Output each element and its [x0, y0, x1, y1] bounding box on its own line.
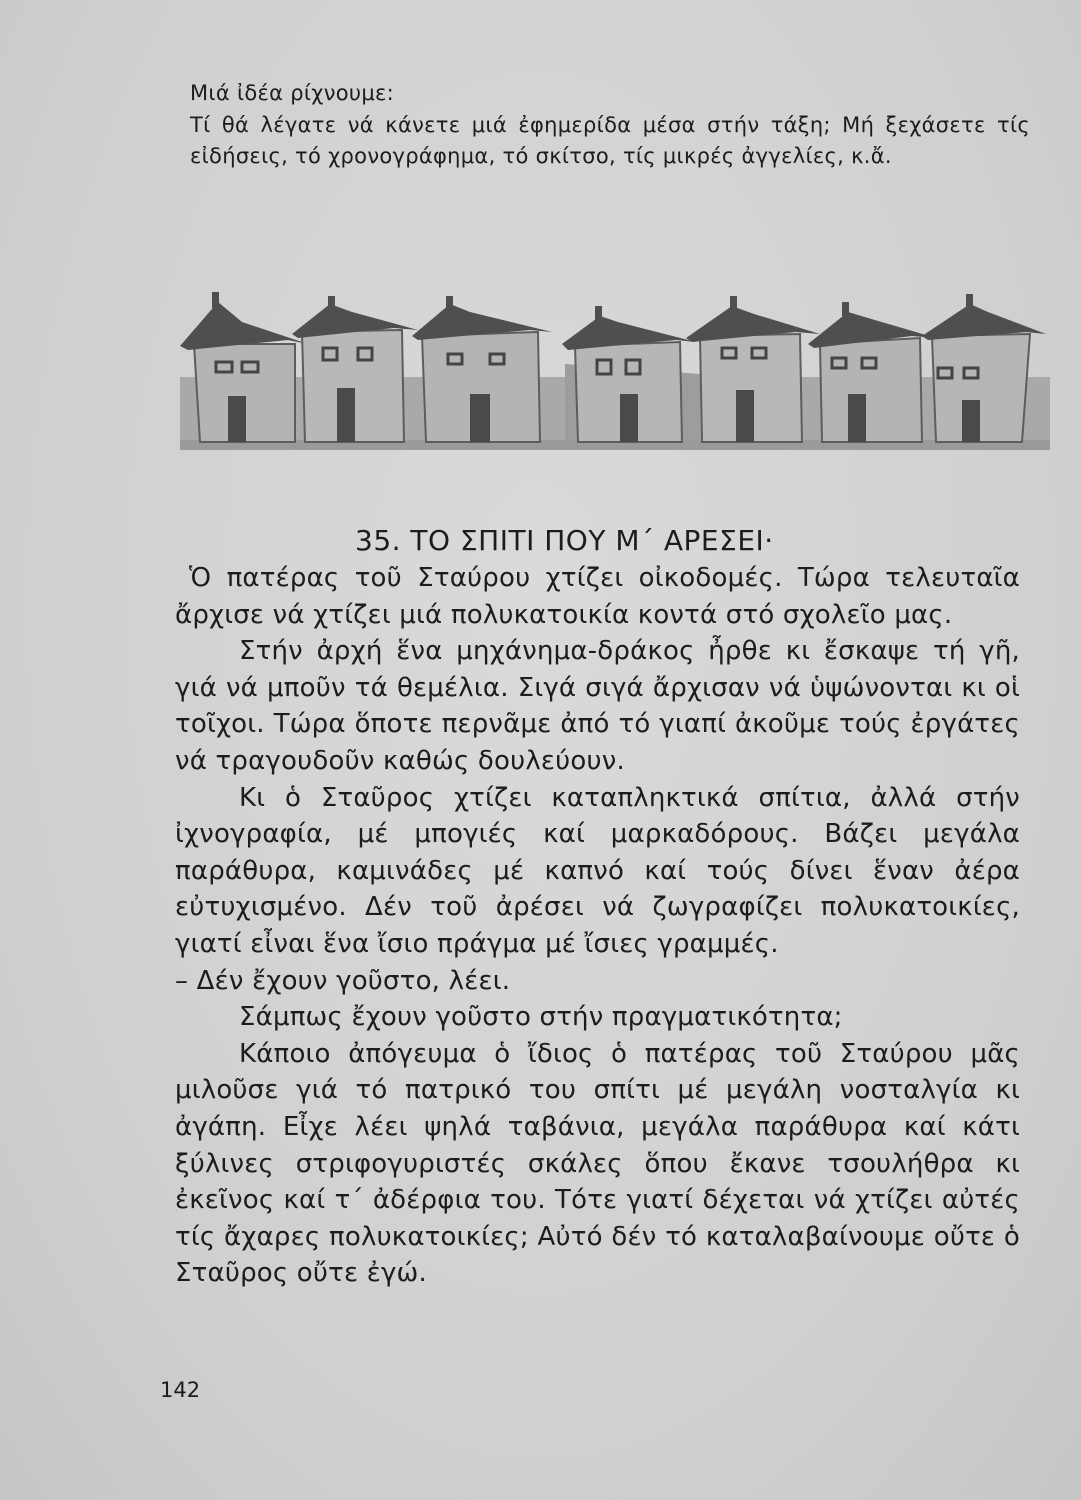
lesson-paragraph: Σάμπως ἔχουν γοῦστο στήν πραγματικότητα;: [239, 1002, 843, 1033]
house-1: [180, 292, 308, 442]
house-3: [412, 296, 552, 442]
house-2: [292, 296, 418, 442]
house-4: [562, 306, 696, 442]
lesson-quote: – Δέν ἔχουν γοῦστο, λέει.: [175, 965, 511, 996]
lesson-paragraph: Ὁ πατέρας τοῦ Σταύρου χτίζει οἰκοδομές. Τώρα τελευταῖα ἄρχισε νά χτίζει μιά πολυκατοικία κοντά στό σχολεῖο μας.: [175, 563, 1020, 630]
idea-box: [190, 78, 1030, 172]
houses-illustration: [180, 282, 1050, 450]
idea-intro: Μιά ἰδέα ρίχνουμε:: [190, 81, 395, 105]
lesson-paragraph: Κάποιο ἀπόγευμα ὁ ἴδιος ὁ πατέρας τοῦ Σταύρου μᾶς μιλοῦσε γιά τό πατρικό του σπίτι μέ μεγάλη νοσταλγία κι ἀγάπη. Εἶχε λέει ψηλά ταβάνια, μεγάλα παράθυρα καί κάτι ξύλινες στριφογυριστές σκάλες ὅπου ἔκανε τσουλήθρα κι ἐκεῖνος καί τ΄ ἀδέρφια του. Τότε γιατί δέχεται νά χτίζει αὐτές τίς ἄχαρες πολυκατοικίες; Αὐτό δέν τό καταλαβαίνουμε οὔτε ὁ Σταῦρος οὔτε ἐγώ.: [175, 1038, 1020, 1289]
house-5: [686, 296, 820, 442]
lesson-paragraph: Στήν ἀρχή ἕνα μηχάνημα-δράκος ἦρθε κι ἔσκαψε τή γῆ, γιά νά μποῦν τά θεμέλια. Σιγά σιγά ἄρχισαν νά ὑψώνονται κι οἱ τοῖχοι. Τώρα ὅποτε περνᾶμε ἀπό τό γιαπί ἀκοῦμε τούς ἐργάτες νά τραγουδοῦν καθώς δουλεύουν.: [175, 636, 1020, 776]
page-number: 142: [160, 1378, 201, 1402]
house-6: [808, 302, 936, 442]
lesson-paragraph: Κι ὁ Σταῦρος χτίζει καταπληκτικά σπίτια, ἀλλά στήν ἰχνογραφία, μέ μπογιές καί μαρκαδόρους. Βάζει μεγάλα παράθυρα, καμινάδες μέ καπνό καί τούς δίνει ἕναν ἀέρα εὐτυχισμένο. Δέν τοῦ ἀρέσει νά ζωγραφίζει πολυκατοικίες, γιατί εἶναι ἕνα ἴσιο πράγμα μέ ἴσιες γραμμές.: [175, 782, 1020, 959]
lesson: [175, 522, 1020, 1292]
idea-body: Τί θά λέγατε νά κάνετε μιά ἐφημερίδα μέσα στήν τάξη; Μή ξεχάσετε τίς εἰδήσεις, τό χρονογράφημα, τό σκίτσο, τίς μικρές ἀγγελίες, κ.ἄ.: [190, 113, 1030, 168]
lesson-title: 35. ΤΟ ΣΠΙΤΙ ΠΟΥ Μ΄ ΑΡΕΣΕΙ·: [355, 524, 774, 557]
